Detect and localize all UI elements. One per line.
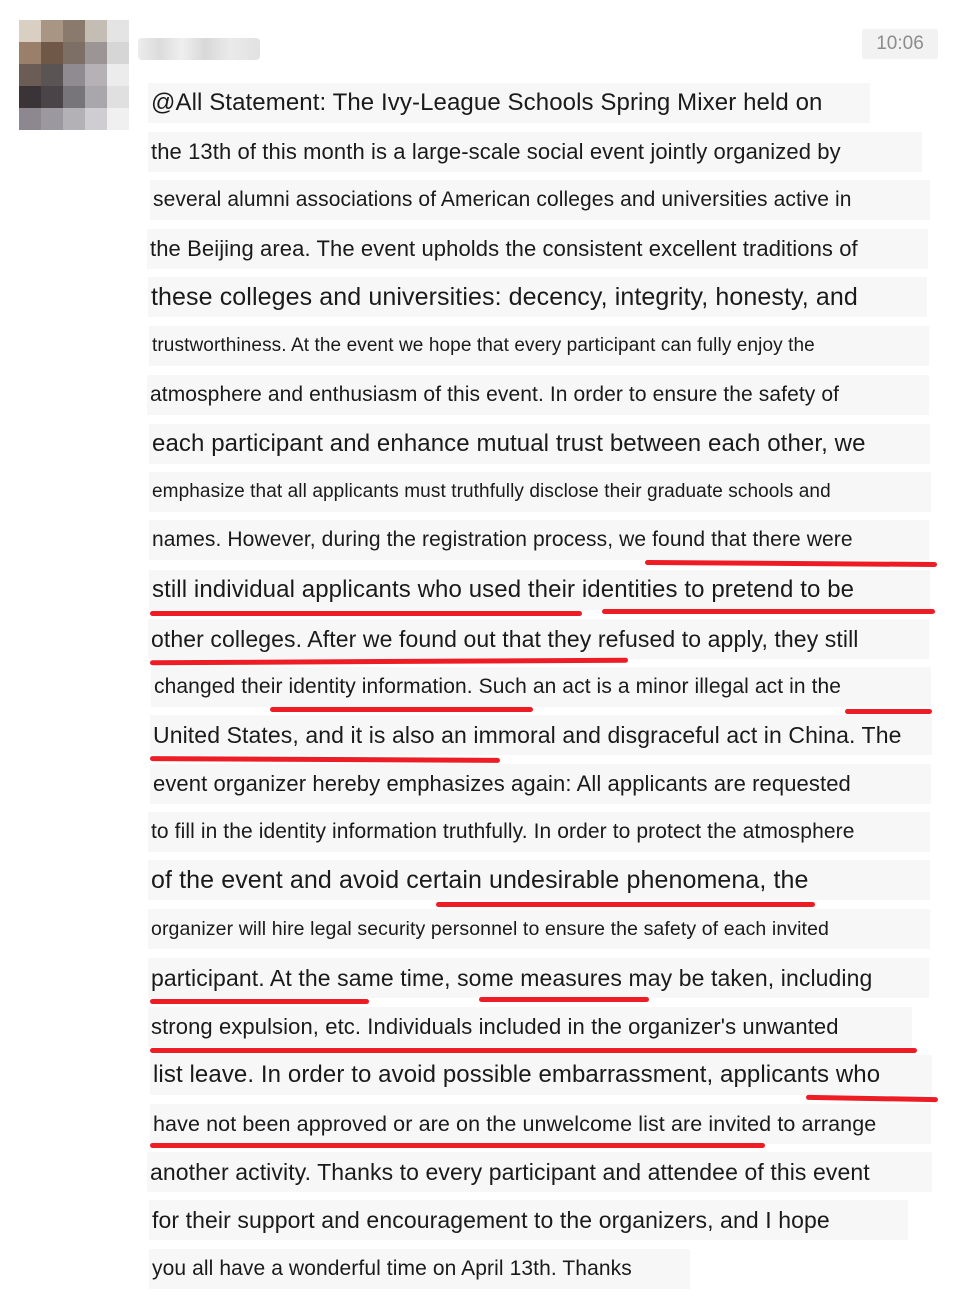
message-line: organizer will hire legal security personnel to ensure the safety of each invited (148, 909, 930, 949)
red-underline-annotation (436, 902, 815, 907)
red-underline-annotation (150, 756, 500, 763)
message-line: changed their identity information. Such an act is a minor illegal act in the (151, 667, 931, 707)
red-underline-annotation (150, 1048, 917, 1053)
message-line: @All Statement: The Ivy-League Schools Spring Mixer held on (148, 83, 870, 123)
message-line: atmosphere and enthusiasm of this event. In order to ensure the safety of (147, 375, 929, 415)
red-underline-annotation (645, 560, 937, 567)
message-line: still individual applicants who used their identities to pretend to be (149, 570, 930, 610)
message-line: names. However, during the registration process, we found that there were (149, 520, 929, 560)
message-line: the Beijing area. The event upholds the consistent excellent traditions of (147, 229, 928, 269)
red-underline-annotation (479, 997, 649, 1002)
message-line: each participant and enhance mutual trust between each other, we (149, 424, 930, 464)
red-underline-annotation (150, 611, 582, 616)
message-line: emphasize that all applicants must truthfully disclose their graduate schools and (149, 472, 931, 512)
message-line: you all have a wonderful time on April 13th. Thanks (149, 1249, 690, 1289)
red-underline-annotation (806, 1095, 938, 1102)
red-underline-annotation (270, 707, 533, 712)
message-line: for their support and encouragement to the organizers, and I hope (149, 1200, 908, 1240)
red-underline-annotation (602, 609, 935, 614)
message-line: these colleges and universities: decency, integrity, honesty, and (148, 277, 927, 317)
red-underline-annotation (150, 1143, 765, 1148)
message-line: list leave. In order to avoid possible embarrassment, applicants who (150, 1055, 932, 1095)
message-line: event organizer hereby emphasizes again: All applicants are requested (150, 764, 931, 804)
message-timestamp: 10:06 (862, 29, 938, 59)
message-line: another activity. Thanks to every participant and attendee of this event (147, 1152, 932, 1192)
message-line: trustworthiness. At the event we hope that every participant can fully enjoy the (149, 326, 929, 366)
message-line: several alumni associations of American colleges and universities active in (150, 180, 930, 220)
message-line: participant. At the same time, some measures may be taken, including (148, 958, 929, 998)
message-line: to fill in the identity information truthfully. In order to protect the atmosphere (148, 812, 930, 852)
message-line: of the event and avoid certain undesirable phenomena, the (148, 860, 930, 900)
red-underline-annotation (845, 709, 932, 714)
message-line: other colleges. After we found out that they refused to apply, they still (148, 619, 929, 659)
red-underline-annotation (150, 999, 369, 1004)
message-line: strong expulsion, etc. Individuals included in the organizer's unwanted (148, 1007, 912, 1047)
message-line: have not been approved or are on the unwelcome list are invited to arrange (150, 1104, 931, 1144)
message-line: the 13th of this month is a large-scale social event jointly organized by (148, 132, 922, 172)
message-line: United States, and it is also an immoral and disgraceful act in China. The (150, 715, 932, 755)
